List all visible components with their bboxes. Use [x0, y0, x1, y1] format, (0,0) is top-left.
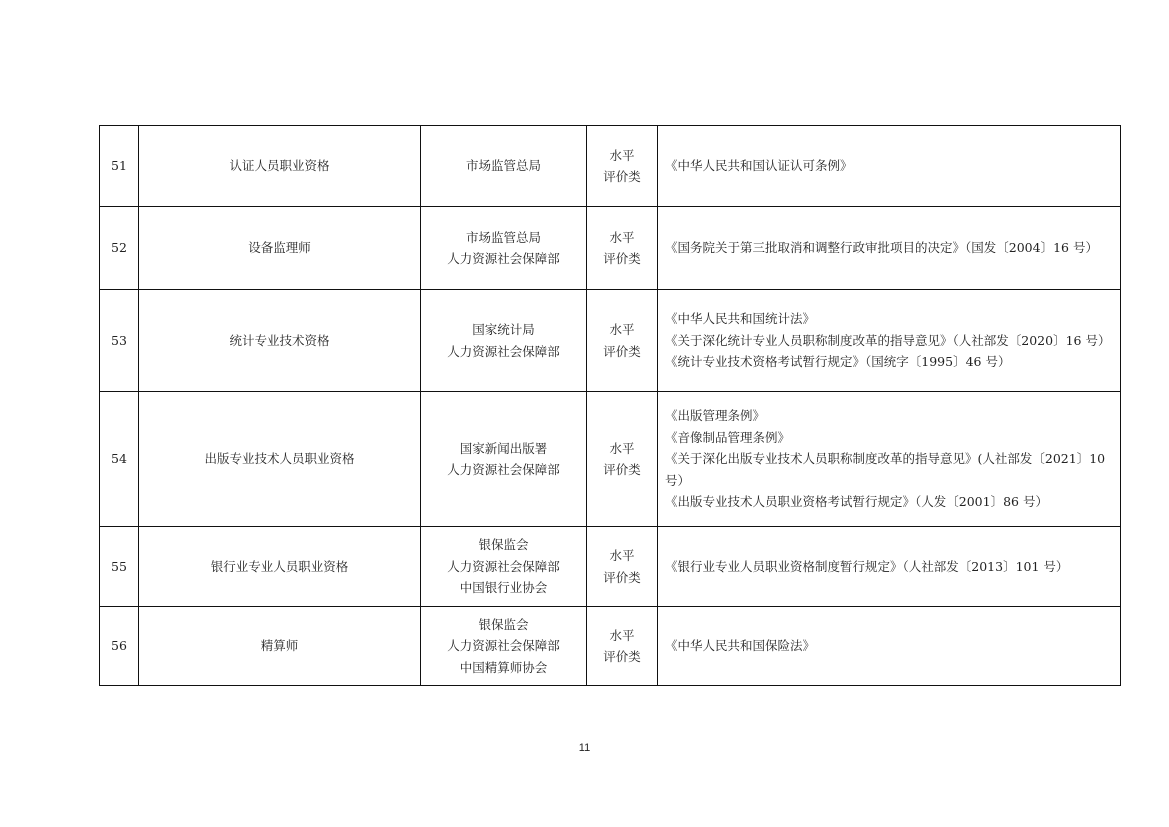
qualification-name: 银行业专业人员职业资格 [139, 527, 421, 607]
basis-cell [658, 607, 1121, 686]
type-cell [587, 392, 658, 527]
type-line: 水平 [609, 627, 635, 643]
department-line: 国家新闻出版署 [459, 440, 548, 456]
basis-line: 《中华人民共和国保险法》 [665, 638, 816, 654]
department-line: 人力资源社会保障部 [447, 343, 560, 359]
department-line: 银保监会 [478, 616, 529, 632]
basis-line: 《关于深化统计专业人员职称制度改革的指导意见》（人社部发〔2020〕16 号） [665, 332, 1111, 348]
row-number: 51 [100, 126, 139, 207]
table-row [100, 527, 1121, 607]
type-line: 水平 [609, 147, 635, 163]
department-cell [421, 290, 587, 392]
type-line: 评价类 [603, 462, 641, 477]
page-number: 11 [578, 742, 591, 754]
basis-line: 《中华人民共和国统计法》 [665, 311, 816, 327]
qualification-table [99, 125, 1121, 686]
type-line: 水平 [609, 322, 635, 337]
type-cell [587, 607, 658, 686]
basis-line: 《中华人民共和国认证认可条例》 [665, 158, 853, 174]
department-line: 人力资源社会保障部 [447, 638, 560, 654]
qualification-name: 出版专业技术人员职业资格 [139, 392, 421, 527]
basis-cell [658, 207, 1121, 290]
basis-line: 《国务院关于第三批取消和调整行政审批项目的决定》（国发〔2004〕16 号） [665, 240, 1098, 256]
type-line: 水平 [609, 440, 635, 456]
department-line: 人力资源社会保障部 [447, 251, 560, 266]
basis-line: 《出版专业技术人员职业资格考试暂行规定》（人发〔2001〕86 号） [665, 494, 1048, 510]
basis-line: 《出版管理条例》 [665, 408, 766, 424]
department-line: 人力资源社会保障部 [447, 558, 560, 574]
qualification-name: 设备监理师 [139, 207, 421, 290]
department-cell [421, 527, 587, 607]
type-line: 评价类 [603, 569, 641, 585]
type-line: 评价类 [603, 343, 641, 359]
department-line: 人力资源社会保障部 [447, 462, 560, 477]
department-cell [421, 207, 587, 290]
row-number: 56 [100, 607, 139, 686]
table-row [100, 290, 1121, 392]
type-cell [587, 126, 658, 207]
basis-cell [658, 126, 1121, 207]
type-line: 评价类 [603, 251, 641, 266]
table-row [100, 207, 1121, 290]
type-line: 评价类 [603, 649, 641, 664]
type-cell [587, 527, 658, 607]
department-cell [421, 126, 587, 207]
table-body [100, 126, 1121, 686]
department-line: 中国银行业协会 [459, 580, 548, 596]
type-line: 水平 [609, 548, 635, 563]
row-number: 55 [100, 527, 139, 607]
basis-cell [658, 527, 1121, 607]
department-line: 市场监管总局 [465, 229, 541, 245]
qualification-name: 认证人员职业资格 [139, 126, 421, 207]
basis-line: 《统计专业技术资格考试暂行规定》（国统字〔1995〕46 号） [665, 354, 1011, 370]
basis-cell [658, 392, 1121, 527]
type-line: 水平 [609, 229, 635, 245]
type-cell [587, 290, 658, 392]
row-number: 52 [100, 207, 139, 290]
basis-cell [658, 290, 1121, 392]
table-row [100, 392, 1121, 527]
qualification-name: 统计专业技术资格 [139, 290, 421, 392]
qualification-name: 精算师 [139, 607, 421, 686]
type-cell [587, 207, 658, 290]
department-line: 中国精算师协会 [459, 659, 548, 675]
type-line: 评价类 [603, 169, 641, 184]
department-line: 国家统计局 [472, 322, 535, 337]
table-row [100, 607, 1121, 686]
row-number: 54 [100, 392, 139, 527]
department-line: 市场监管总局 [465, 158, 541, 174]
row-number: 53 [100, 290, 139, 392]
basis-line: 《银行业专业人员职业资格制度暂行规定》（人社部发〔2013〕101 号） [665, 558, 1069, 574]
basis-line: 《关于深化出版专业技术人员职称制度改革的指导意见》(人社部发〔2021〕10 号） [665, 451, 1106, 488]
department-cell [421, 607, 587, 686]
basis-line: 《音像制品管理条例》 [665, 429, 791, 445]
department-line: 银保监会 [478, 537, 529, 553]
department-cell [421, 392, 587, 527]
table-row [100, 126, 1121, 207]
